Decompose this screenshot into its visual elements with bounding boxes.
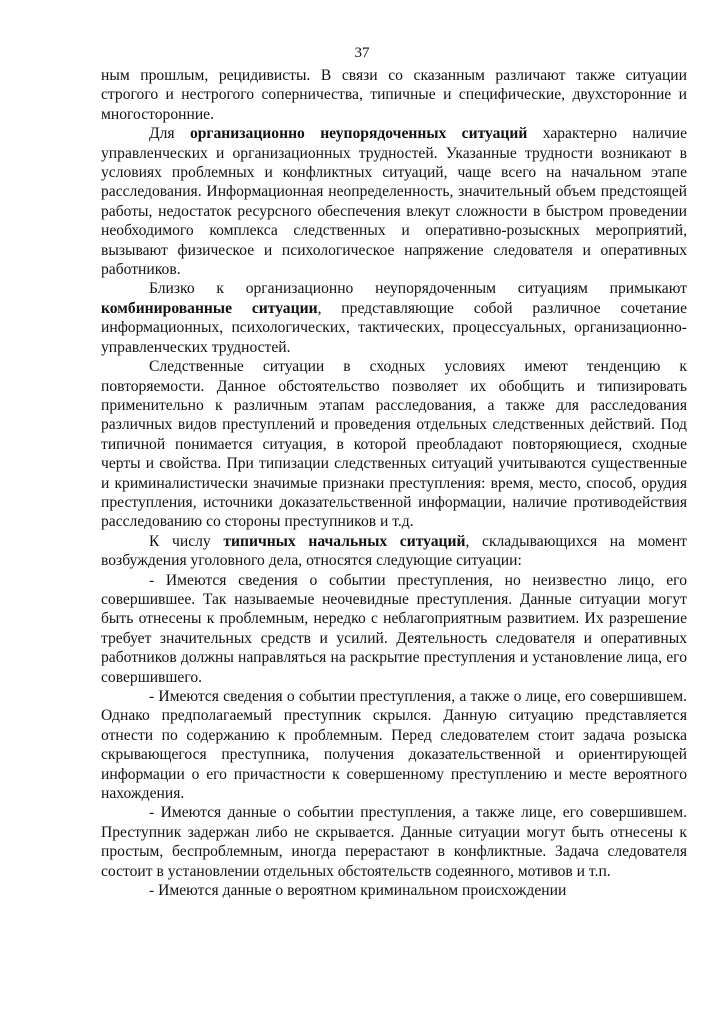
paragraph-lead: Близко к организационно неупорядоченным ситуациям примыкают (149, 280, 687, 298)
term-combined-situations: комбинированные ситуации (101, 299, 318, 317)
paragraph-typical-initial-situations (101, 532, 687, 571)
paragraph-disorganized-situations (101, 124, 687, 279)
paragraph-lead: Для (149, 125, 190, 143)
paragraph-body: характерно наличие управленческих и организационных трудностей. Указанные трудности возникают в условиях проблемных и конфликтных ситуаций, чаще всего на начальном этапе расследования. Информационная неопределенность, значительный объем предстоящей работы, недостаток ресурсного обеспечения влекут сложности в быстром проведении необходимого комплекса следственных и оперативно-розыскных мероприятий, вызывают физическое и психологическое напряжение следователя и оперативных работников. (101, 125, 687, 279)
page-number: 37 (354, 45, 370, 61)
list-item-situation-3: - Имеются данные о событии преступления, а также лице, его совершившем. Преступник задержан либо не скрывается. Данные ситуации могут быть отнесены к простым, беспроблемным, иногда перерастают в конфликтные. Задача следователя состоит в установлении отдельных обстоятельств содеянного, мотивов и т.п. (101, 804, 687, 880)
term-typical-initial-situations: типичных начальных ситуаций (223, 532, 466, 550)
paragraph-continuation: ным прошлым, рецидивисты. В связи со сказанным различают также ситуации строгого и нестрогого соперничества, типичные и специфические, двухсторонние и многосторонние. (101, 67, 687, 123)
body-text (101, 66, 687, 900)
list-item-situation-4: - Имеются данные о вероятном криминальном происхождении (149, 882, 567, 900)
paragraph-combined-situations (101, 279, 687, 357)
paragraph-typification: Следственные ситуации в сходных условиях имеют тенденцию к повторяемости. Данное обстоятельство позволяет их обобщить и типизировать применительно к различным этапам расследования, а также для расследования различных видов преступлений и проведения отдельных следственных действий. Под типичной понимается ситуация, в которой преобладают повторяющиеся, сходные черты и свойства. При типизации следственных ситуаций учитываются существенные и криминалистически значимые признаки преступления: время, место, способ, орудия преступления, источники доказательственной информации, наличие противодействия расследованию со стороны преступников и т.д. (101, 358, 687, 531)
list-item-situation-2: - Имеются сведения о событии преступления, а также о лице, его совершившем. Однако предполагаемый преступник скрылся. Данную ситуацию представляется отнести по содержанию к проблемным. Перед следователем стоит задача розыска скрывающегося преступника, получения доказательственной и ориентирующей информации о его причастности к совершенному преступлению и месте вероятного нахождения. (101, 688, 687, 803)
paragraph-body: , представляющие собой различное сочетание информационных, психологических, тактических, процессуальных, организационно-управленческих трудностей. (101, 299, 687, 356)
term-disorganized-situations: организационно неупорядоченных ситуаций (189, 125, 528, 143)
paragraph-body: , складывающихся на момент возбуждения уголовного дела, относятся следующие ситуации: (101, 532, 687, 570)
paragraph-lead: К числу (149, 532, 224, 550)
list-item-situation-1: - Имеются сведения о событии преступления, но неизвестно лицо, его совершившее. Так называемые неочевидные преступления. Данные ситуации могут быть отнесены к проблемным, нередко с неблагоприятным развитием. Их разрешение требует значительных средств и усилий. Деятельность следователя и оперативных работников должны направляться на раскрытие преступления и установление лица, его совершившего. (101, 571, 687, 686)
